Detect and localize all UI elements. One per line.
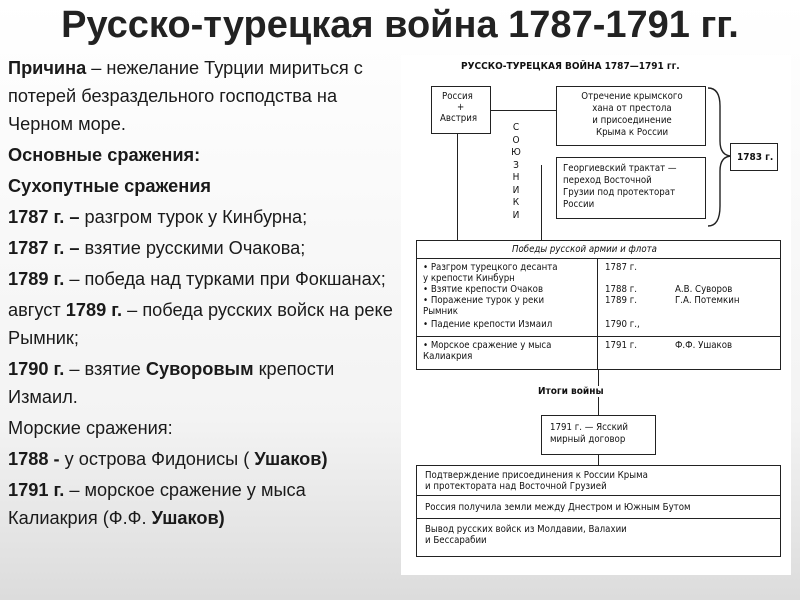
item-text: крепости Измаил. <box>8 359 335 407</box>
land-row: • Падение крепости Измаил <box>423 319 553 330</box>
commander-name: Ушаков <box>254 449 322 469</box>
list-item <box>8 296 396 352</box>
year-1783: 1783 г. <box>737 152 774 163</box>
divider <box>417 258 780 259</box>
list-item <box>8 203 396 231</box>
item-text: – морское сражение у мыса Калиакрия (Ф.Ф. <box>8 480 306 528</box>
letter: З <box>513 159 519 171</box>
arrow-line <box>457 232 458 240</box>
item-year: 1791 г. <box>8 480 65 500</box>
item-year: 1787 г. – <box>8 238 80 258</box>
commander-name: Ушаков <box>151 508 219 528</box>
allies-line: Россия <box>442 91 473 102</box>
war-scheme-diagram <box>401 55 791 575</box>
georgia-line: Грузии под протекторат <box>563 187 676 198</box>
letter: С <box>512 122 520 133</box>
item-text: ) <box>321 449 328 469</box>
text-column <box>8 54 396 532</box>
allies-box <box>431 86 491 134</box>
reason-paragraph <box>8 54 396 138</box>
crimea-line: хана от престола <box>592 103 672 114</box>
item-text: разгром турок у Кинбурна; <box>79 207 308 227</box>
georgia-box <box>556 157 706 219</box>
divider <box>597 258 598 370</box>
list-item <box>8 234 396 262</box>
land-row: • Разгром турецкого десанта <box>423 262 558 273</box>
item-year: 1789 г. <box>65 300 123 320</box>
item-text: – взятие <box>64 359 146 379</box>
crimea-box <box>556 86 706 146</box>
sea-commander: Ф.Ф. Ушаков <box>675 340 733 351</box>
land-year: 1787 г. <box>605 262 637 273</box>
reason-label: Причина <box>8 58 87 78</box>
item-text: август <box>8 300 66 320</box>
result-line: Россия получила земли между Днестром и Южным Бутом <box>425 502 691 513</box>
result-line: и протектората над Восточной Грузией <box>425 481 607 492</box>
arrow-line <box>598 455 599 465</box>
item-text: – победа над турками при Фокшанах; <box>64 269 386 289</box>
land-commander: А.В. Суворов <box>675 284 733 295</box>
item-text: – победа русских войск на реке Рымник; <box>8 300 393 348</box>
victories-table <box>416 240 781 370</box>
letter: И <box>512 184 520 196</box>
peace-treaty-box <box>541 415 656 455</box>
land-row: Рымник <box>423 306 458 317</box>
land-row: • Взятие крепости Очаков <box>423 284 544 295</box>
item-text: у острова Фидонисы ( <box>59 449 255 469</box>
letter: К <box>512 197 520 208</box>
allies-vertical-word <box>510 122 522 222</box>
land-row: у крепости Кинбурн <box>423 273 515 284</box>
list-item <box>8 265 396 293</box>
main-battles-heading: Основные сражения: <box>8 145 201 165</box>
crimea-line: и присоединение <box>592 115 672 126</box>
commander-name: Суворовым <box>145 359 254 379</box>
connector-line <box>491 110 556 111</box>
sea-row: Калиакрия <box>423 351 473 362</box>
georgia-line: России <box>563 199 595 210</box>
land-year: 1788 г. <box>605 284 637 295</box>
land-battles-heading: Сухопутные сражения <box>8 176 212 196</box>
crimea-line: Крыма к России <box>595 127 669 138</box>
divider <box>417 336 780 337</box>
list-item <box>8 476 396 532</box>
item-year: 1787 г. – <box>8 207 80 227</box>
georgia-line: переход Восточной <box>563 175 652 186</box>
result-line: Подтверждение присоединения к России Крыма <box>425 470 648 481</box>
year-1783-box <box>730 143 778 171</box>
results-table <box>416 465 781 557</box>
land-row: • Поражение турок у реки <box>423 295 545 306</box>
letter: И <box>512 209 520 221</box>
item-text: ) <box>218 508 225 528</box>
page-title: Русско-турецкая война 1787-1791 гг. <box>61 4 739 46</box>
sea-year: 1791 г. <box>605 340 637 351</box>
land-commander: Г.А. Потемкин <box>675 295 740 306</box>
divider <box>417 495 780 496</box>
result-line: Вывод русских войск из Молдавии, Валахии <box>425 524 627 535</box>
sea-battles-heading: Морские сражения: <box>8 418 173 438</box>
list-item <box>8 355 396 411</box>
connector-line <box>457 134 458 242</box>
allies-line: + <box>457 102 465 113</box>
item-year: 1789 г. <box>8 269 65 289</box>
allies-line: Австрия <box>440 113 478 124</box>
results-header: Итоги войны <box>538 386 604 397</box>
item-text: взятие русскими Очакова; <box>79 238 306 258</box>
peace-line: мирный договор <box>550 434 626 445</box>
crimea-line: Отречение крымского <box>581 91 683 102</box>
letter: Ю <box>511 147 521 158</box>
land-year: 1789 г. <box>605 295 637 306</box>
item-year: 1790 г. <box>8 359 65 379</box>
reason-text: – нежелание Турции мириться с потерей безраздельного господства на Черном море. <box>8 58 363 134</box>
connector-line <box>541 165 542 242</box>
item-year: 1788 - <box>8 449 60 469</box>
georgia-line: Георгиевский трактат — <box>563 163 677 174</box>
diagram-title: РУССКО-ТУРЕЦКАЯ ВОЙНА 1787—1791 гг. <box>461 61 680 72</box>
land-year: 1790 г., <box>605 319 640 330</box>
list-item <box>8 445 396 473</box>
letter: О <box>512 134 520 146</box>
peace-line: 1791 г. — Ясский <box>550 422 629 433</box>
divider <box>417 518 780 519</box>
result-line: и Бессарабии <box>425 535 487 546</box>
sea-row: • Морское сражение у мыса <box>423 340 552 351</box>
arrow-line <box>541 232 542 240</box>
letter: Н <box>512 172 520 183</box>
victories-header: Победы русской армии и флота <box>512 244 657 255</box>
